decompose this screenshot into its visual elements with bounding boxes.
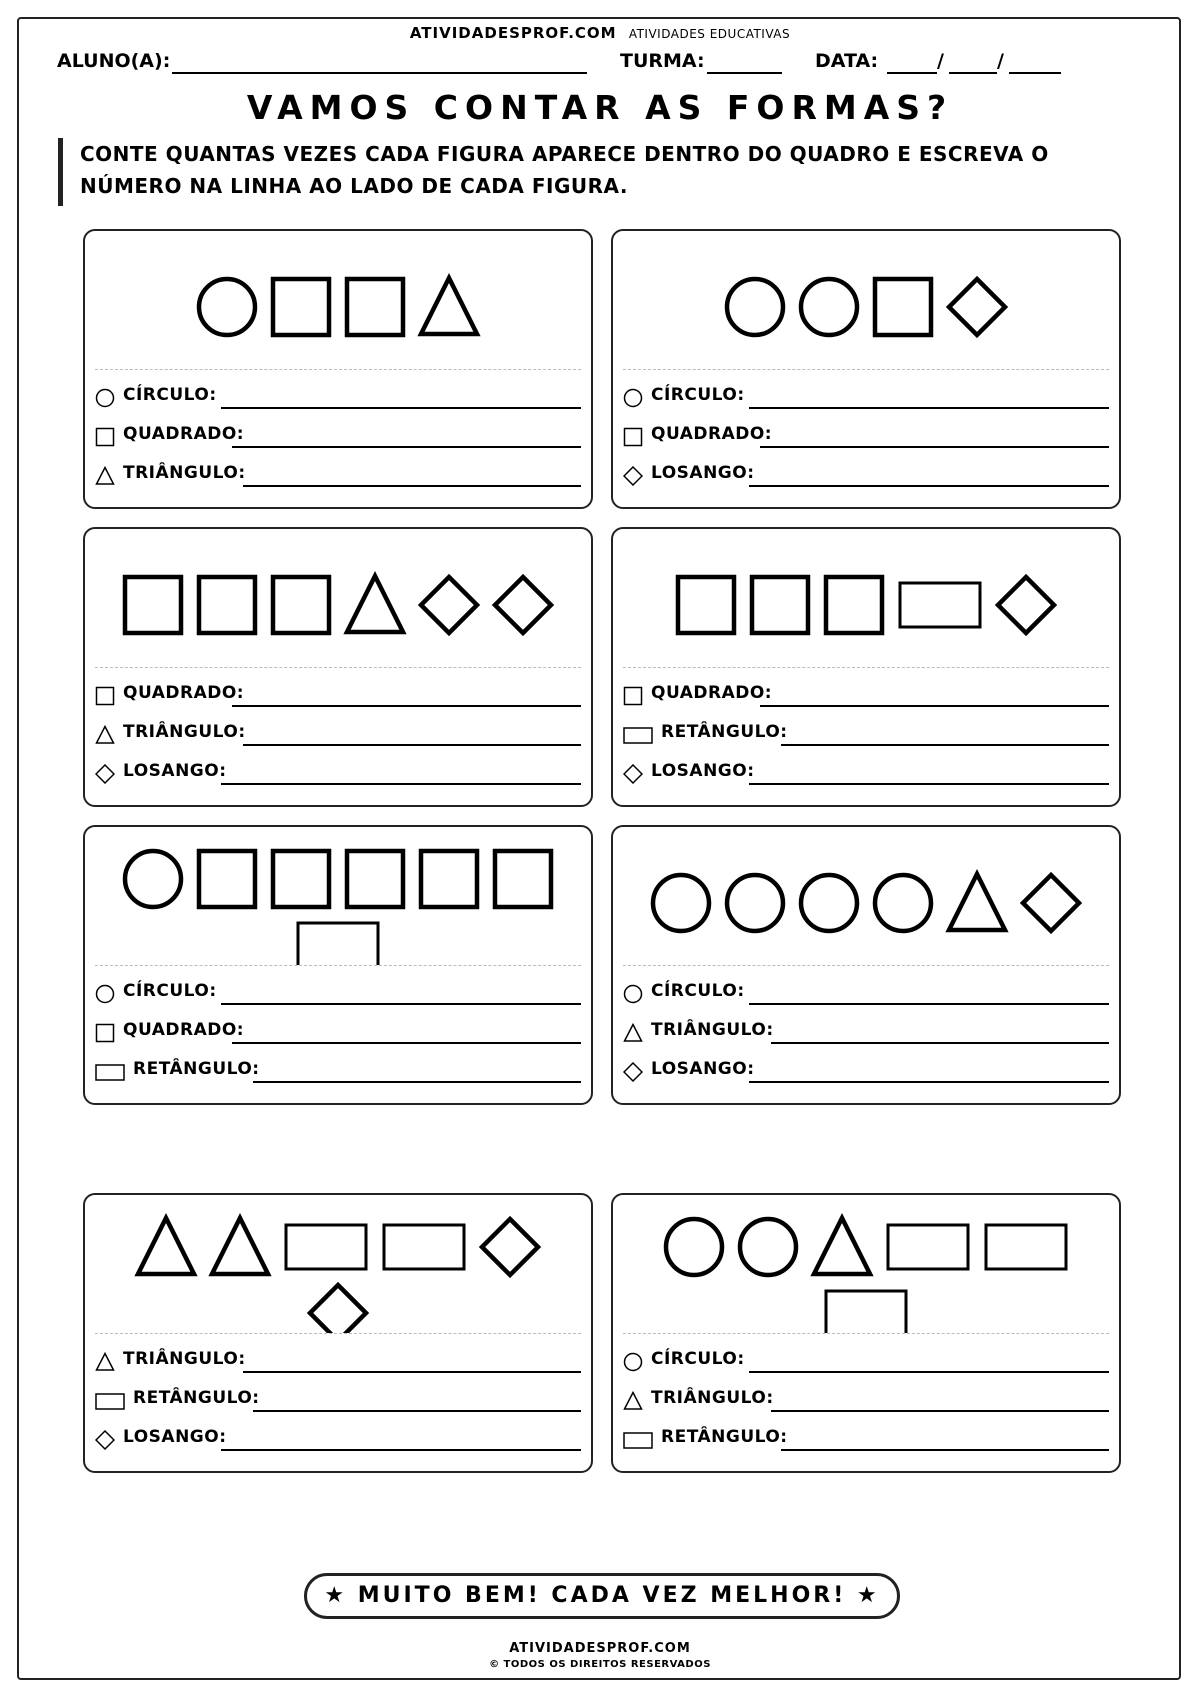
shapes-area (613, 827, 1119, 965)
square-icon (623, 427, 643, 451)
square-shape (678, 577, 734, 633)
answer-row (95, 978, 581, 1008)
rectangle-shape (826, 1291, 906, 1333)
dashed-divider (95, 1333, 581, 1334)
date-day-field[interactable] (887, 72, 937, 74)
rectangle-shape (286, 1225, 366, 1269)
rectangle-shape (986, 1225, 1066, 1269)
instructions-line-2: NÚMERO NA LINHA AO LADO DE CADA FIGURA. (80, 174, 628, 198)
rectangle-shape (888, 1225, 968, 1269)
page-title: VAMOS CONTAR AS FORMAS? (246, 88, 954, 127)
shape-label: RETÂNGULO: (661, 1427, 788, 1447)
answer-row (623, 680, 1109, 710)
circle-icon (623, 1352, 643, 1376)
square-shape (273, 851, 329, 907)
diamond-shape (949, 279, 1005, 335)
answer-line[interactable] (221, 1449, 581, 1451)
shape-label: RETÂNGULO: (133, 1388, 260, 1408)
triangle-shape (347, 576, 403, 632)
triangle-icon (95, 1352, 115, 1376)
shape-label: CÍRCULO: (651, 981, 745, 1001)
answer-row (95, 758, 581, 788)
answer-line[interactable] (253, 1081, 581, 1083)
student-name-field[interactable] (172, 72, 587, 74)
dashed-divider (95, 369, 581, 370)
answer-row (95, 421, 581, 451)
answer-line[interactable] (771, 1410, 1109, 1412)
answer-line[interactable] (760, 705, 1109, 707)
shape-label: TRIÂNGULO: (651, 1020, 774, 1040)
square-shape (347, 851, 403, 907)
answer-row (95, 382, 581, 412)
square-shape (199, 851, 255, 907)
shape-label: TRIÂNGULO: (123, 722, 246, 742)
answer-row (95, 1056, 581, 1086)
dashed-divider (623, 965, 1109, 966)
triangle-shape (421, 278, 477, 334)
dashed-divider (623, 667, 1109, 668)
shape-label: TRIÂNGULO: (651, 1388, 774, 1408)
square-icon (95, 1023, 115, 1047)
rectangle-shape (900, 583, 980, 627)
answer-line[interactable] (749, 407, 1109, 409)
diamond-shape (495, 577, 551, 633)
square-icon (95, 427, 115, 451)
square-shape (875, 279, 931, 335)
triangle-icon (623, 1023, 643, 1047)
shape-label: TRIÂNGULO: (123, 1349, 246, 1369)
diamond-icon (95, 1430, 115, 1454)
answer-line[interactable] (781, 1449, 1109, 1451)
triangle-icon (95, 725, 115, 749)
answer-line[interactable] (221, 1003, 581, 1005)
answer-row (95, 1424, 581, 1454)
praise-banner: ★ MUITO BEM! CADA VEZ MELHOR! ★ (304, 1573, 900, 1619)
site-header (0, 24, 1200, 42)
shapes-area (85, 529, 591, 667)
square-shape (495, 851, 551, 907)
answer-line[interactable] (760, 446, 1109, 448)
answer-row (623, 460, 1109, 490)
shape-label: CÍRCULO: (123, 385, 217, 405)
shape-label: LOSANGO: (651, 761, 755, 781)
answer-row (623, 382, 1109, 412)
answer-line[interactable] (232, 705, 581, 707)
instructions-line-1: CONTE QUANTAS VEZES CADA FIGURA APARECE DENTRO DO QUADRO E ESCREVA O (80, 142, 1049, 166)
shapes-area (85, 827, 591, 965)
answer-line[interactable] (243, 744, 581, 746)
square-shape (199, 577, 255, 633)
rectangle-icon (95, 1391, 125, 1415)
circle-shape (801, 279, 857, 335)
exercise-card-6 (611, 825, 1121, 1105)
exercise-card-4 (611, 527, 1121, 807)
triangle-icon (623, 1391, 643, 1415)
footer-rights: © TODOS OS DIREITOS RESERVADOS (489, 1659, 711, 1670)
answer-row (95, 719, 581, 749)
circle-shape (875, 875, 931, 931)
square-shape (752, 577, 808, 633)
shape-label: LOSANGO: (123, 1427, 227, 1447)
rectangle-shape (298, 923, 378, 965)
dashed-divider (95, 965, 581, 966)
answer-row (623, 1346, 1109, 1376)
answer-line[interactable] (232, 1042, 581, 1044)
circle-shape (666, 1219, 722, 1275)
exercise-card-8 (611, 1193, 1121, 1473)
date-separator: / (997, 50, 1004, 72)
answer-line[interactable] (749, 783, 1109, 785)
footer-site: ATIVIDADESPROF.COM (509, 1641, 691, 1656)
date-separator: / (937, 50, 944, 72)
triangle-icon (95, 466, 115, 490)
shape-label: QUADRADO: (123, 1020, 245, 1040)
circle-icon (623, 388, 643, 412)
date-year-field[interactable] (1009, 72, 1061, 74)
answer-row (623, 758, 1109, 788)
answer-line[interactable] (232, 446, 581, 448)
site-subtitle: ATIVIDADES EDUCATIVAS (628, 27, 791, 41)
shape-label: QUADRADO: (651, 424, 773, 444)
shape-label: CÍRCULO: (651, 1349, 745, 1369)
triangle-shape (212, 1218, 268, 1274)
square-shape (273, 577, 329, 633)
triangle-shape (138, 1218, 194, 1274)
circle-icon (623, 984, 643, 1008)
answer-line[interactable] (253, 1410, 581, 1412)
diamond-shape (421, 577, 477, 633)
square-shape (273, 279, 329, 335)
answer-line[interactable] (749, 1003, 1109, 1005)
diamond-icon (623, 764, 643, 788)
square-shape (347, 279, 403, 335)
shape-label: CÍRCULO: (651, 385, 745, 405)
circle-shape (727, 279, 783, 335)
shapes-area (613, 1195, 1119, 1333)
instructions (58, 138, 1118, 206)
exercise-card-5 (83, 825, 593, 1105)
circle-shape (740, 1219, 796, 1275)
circle-shape (125, 851, 181, 907)
answer-line[interactable] (781, 744, 1109, 746)
dashed-divider (623, 369, 1109, 370)
answer-row (623, 1385, 1109, 1415)
rectangle-shape (384, 1225, 464, 1269)
shape-label: RETÂNGULO: (661, 722, 788, 742)
shape-label: TRIÂNGULO: (123, 463, 246, 483)
answer-line[interactable] (749, 1371, 1109, 1373)
answer-row (623, 719, 1109, 749)
shapes-area (85, 231, 591, 369)
diamond-shape (482, 1219, 538, 1275)
exercise-card-7 (83, 1193, 593, 1473)
answer-row (95, 1017, 581, 1047)
diamond-icon (623, 466, 643, 490)
answer-line[interactable] (221, 407, 581, 409)
dashed-divider (623, 1333, 1109, 1334)
square-shape (125, 577, 181, 633)
class-label: TURMA: (620, 50, 705, 72)
shape-label: LOSANGO: (651, 463, 755, 483)
diamond-icon (623, 1062, 643, 1086)
circle-shape (653, 875, 709, 931)
shape-label: QUADRADO: (123, 424, 245, 444)
rectangle-icon (623, 725, 653, 749)
exercise-card-1 (83, 229, 593, 509)
answer-row (95, 1346, 581, 1376)
shape-label: CÍRCULO: (123, 981, 217, 1001)
shape-label: LOSANGO: (123, 761, 227, 781)
answer-line[interactable] (243, 485, 581, 487)
rectangle-icon (95, 1062, 125, 1086)
answer-line[interactable] (771, 1042, 1109, 1044)
square-icon (623, 686, 643, 710)
exercise-card-2 (611, 229, 1121, 509)
circle-shape (727, 875, 783, 931)
circle-shape (199, 279, 255, 335)
rectangle-icon (623, 1430, 653, 1454)
shape-label: QUADRADO: (651, 683, 773, 703)
answer-row (623, 1056, 1109, 1086)
answer-row (623, 978, 1109, 1008)
triangle-shape (814, 1218, 870, 1274)
square-shape (826, 577, 882, 633)
triangle-shape (949, 874, 1005, 930)
diamond-shape (310, 1285, 366, 1333)
answer-line[interactable] (221, 783, 581, 785)
shapes-area (85, 1195, 591, 1333)
answer-row (623, 421, 1109, 451)
answer-row (623, 1017, 1109, 1047)
student-label: ALUNO(A): (57, 50, 171, 72)
dashed-divider (95, 667, 581, 668)
answer-row (623, 1424, 1109, 1454)
site-name: ATIVIDADESPROF.COM (409, 24, 617, 42)
circle-shape (801, 875, 857, 931)
shape-label: LOSANGO: (651, 1059, 755, 1079)
circle-icon (95, 388, 115, 412)
answer-line[interactable] (749, 1081, 1109, 1083)
exercise-card-3 (83, 527, 593, 807)
shape-label: RETÂNGULO: (133, 1059, 260, 1079)
class-field[interactable] (707, 72, 782, 74)
diamond-shape (998, 577, 1054, 633)
shapes-area (613, 529, 1119, 667)
shapes-area (613, 231, 1119, 369)
diamond-shape (1023, 875, 1079, 931)
answer-row (95, 1385, 581, 1415)
square-shape (421, 851, 477, 907)
date-label: DATA: (815, 50, 879, 72)
circle-icon (95, 984, 115, 1008)
student-info-row (57, 50, 1147, 78)
date-month-field[interactable] (949, 72, 997, 74)
diamond-icon (95, 764, 115, 788)
square-icon (95, 686, 115, 710)
answer-line[interactable] (243, 1371, 581, 1373)
shape-label: QUADRADO: (123, 683, 245, 703)
answer-row (95, 460, 581, 490)
answer-row (95, 680, 581, 710)
answer-line[interactable] (749, 485, 1109, 487)
